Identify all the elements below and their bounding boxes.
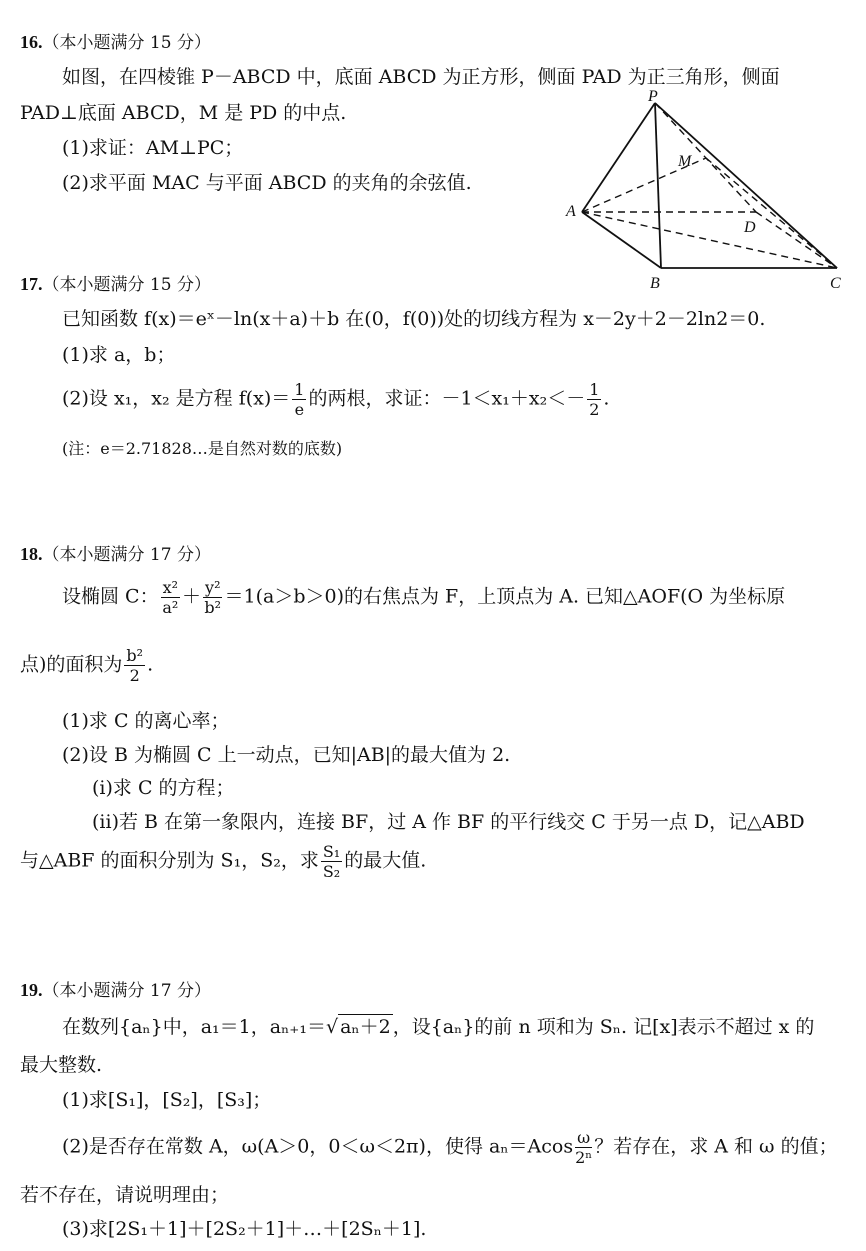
fraction-denominator: 2ⁿ — [575, 1148, 593, 1167]
q19-stem-line1 — [62, 1012, 814, 1039]
fraction-numerator: 1 — [589, 380, 600, 399]
q16-stem-line2: PAD⊥底面 ABCD，M 是 PD 的中点. — [20, 102, 347, 124]
q18-score: （本小题满分 17 分） — [42, 545, 211, 565]
q16-part2: (2)求平面 MAC 与平面 ABCD 的夹角的余弦值. — [62, 172, 472, 194]
label-M: M — [678, 153, 692, 170]
q17-score: （本小题满分 15 分） — [42, 275, 211, 295]
q19-stem-a: 在数列{aₙ}中，a₁＝1，aₙ₊₁＝ — [62, 1016, 326, 1038]
q16-part1: (1)求证：AM⊥PC； — [62, 137, 244, 159]
q19-number: 19. — [20, 980, 43, 1000]
q16-score: （本小题满分 15 分） — [42, 33, 211, 53]
q19-part1: (1)求[S₁]，[S₂]，[S₃]； — [62, 1089, 272, 1111]
q18-part2-i: (i)求 C 的方程； — [92, 777, 235, 799]
q19-part2-line2: 若不存在，请说明理由； — [20, 1184, 230, 1206]
fraction-omega-over-2n — [575, 1128, 592, 1167]
fraction-denominator: b² — [204, 598, 222, 617]
q17-stem: 已知函数 f(x)＝eˣ－ln(x＋a)＋b 在(0，f(0))处的切线方程为 x－2y＋2－2ln2＝0. — [62, 308, 766, 330]
fraction-s1-over-s2 — [321, 842, 342, 881]
q18-part2-ii: (ii)若 B 在第一象限内，连接 BF，过 A 作 BF 的平行线交 C 于另一点 D，记△ABD — [92, 811, 805, 833]
fraction-b2-over-2 — [124, 646, 145, 685]
q17-note: (注：e＝2.71828…是自然对数的底数) — [62, 439, 343, 458]
q17-part1: (1)求 a，b； — [62, 344, 176, 366]
fraction-denominator: 2 — [129, 666, 140, 685]
q18-header — [20, 540, 211, 565]
q16-header — [20, 28, 211, 53]
fraction-1-over-2 — [587, 380, 601, 419]
fraction-numerator: y² — [205, 578, 221, 597]
sqrt-body: aₙ＋2 — [340, 1016, 391, 1038]
q18-stem-line2 — [20, 646, 153, 685]
fraction-x2-over-a2 — [161, 578, 180, 617]
label-P: P — [648, 90, 658, 105]
label-B: B — [650, 275, 660, 290]
q19-header — [20, 976, 211, 1001]
fraction-numerator: ω — [575, 1128, 592, 1148]
label-C: C — [830, 275, 841, 290]
q18-stem-line1 — [62, 578, 785, 617]
q19-stem-b: ，设{aₙ}的前 n 项和为 Sₙ. 记[x]表示不超过 x 的 — [392, 1016, 815, 1038]
edge-MC — [706, 158, 837, 268]
q16-number: 16. — [20, 32, 43, 52]
q16-stem-line1: 如图，在四棱锥 P－ABCD 中，底面 ABCD 为正方形，侧面 PAD 为正三角形，侧面 — [62, 66, 780, 88]
q18-part2: (2)设 B 为椭圆 C 上一动点，已知|AB|的最大值为 2. — [62, 744, 511, 766]
q18-stem-a: 设椭圆 C： — [62, 585, 159, 608]
fraction-1-over-e — [292, 380, 306, 419]
fraction-numerator: 1 — [294, 380, 305, 399]
fraction-denominator: S₂ — [322, 862, 341, 881]
plus-sign: ＋ — [182, 585, 202, 608]
q19-p2-a: (2)是否存在常数 A，ω(A＞0，0＜ω＜2π)，使得 aₙ＝Acos — [62, 1135, 574, 1158]
q18-part2-ii-line2 — [20, 842, 426, 881]
q19-score: （本小题满分 17 分） — [42, 981, 211, 1001]
fraction-y2-over-b2 — [203, 578, 222, 617]
q18-number: 18. — [20, 544, 43, 564]
q17-part2 — [62, 380, 609, 419]
fraction-denominator: a² — [162, 598, 179, 617]
fraction-numerator: x² — [162, 578, 179, 597]
q19-part2 — [62, 1128, 838, 1167]
edge-PB — [655, 103, 661, 268]
q17-part2-end: . — [603, 387, 610, 410]
q18-part1: (1)求 C 的离心率； — [62, 710, 230, 732]
q18-stem-c: 点)的面积为 — [20, 653, 123, 676]
q19-part3: (3)求[2S₁＋1]＋[2S₂＋1]＋…＋[2Sₙ＋1]. — [62, 1218, 427, 1240]
fraction-numerator: b² — [126, 646, 144, 665]
fraction-denominator: 2 — [589, 400, 600, 419]
label-D: D — [744, 219, 756, 236]
q19-stem-line2: 最大整数. — [20, 1054, 103, 1076]
pyramid-figure — [560, 90, 850, 290]
sqrt-symbol: √ — [325, 1016, 339, 1038]
label-A: A — [566, 203, 576, 220]
edge-PC — [655, 103, 837, 268]
q18-p2ii-c: 的最大值. — [344, 849, 427, 872]
q18-p2ii-b: 与△ABF 的面积分别为 S₁，S₂，求 — [20, 849, 319, 872]
fraction-denominator: e — [294, 400, 305, 419]
q19-p2-b: ？若存在，求 A 和 ω 的值； — [594, 1135, 838, 1158]
fraction-numerator: S₁ — [322, 842, 341, 861]
q17-number: 17. — [20, 274, 43, 294]
q17-part2-text-a: (2)设 x₁，x₂ 是方程 f(x)＝ — [62, 387, 291, 410]
q17-part2-text-b: 的两根，求证：－1＜x₁＋x₂＜－ — [308, 387, 586, 410]
q18-stem-b: ＝1(a＞b＞0)的右焦点为 F，上顶点为 A. 已知△AOF(O 为坐标原 — [224, 585, 786, 608]
q18-stem-d: . — [147, 653, 154, 676]
q17-header — [20, 270, 211, 295]
